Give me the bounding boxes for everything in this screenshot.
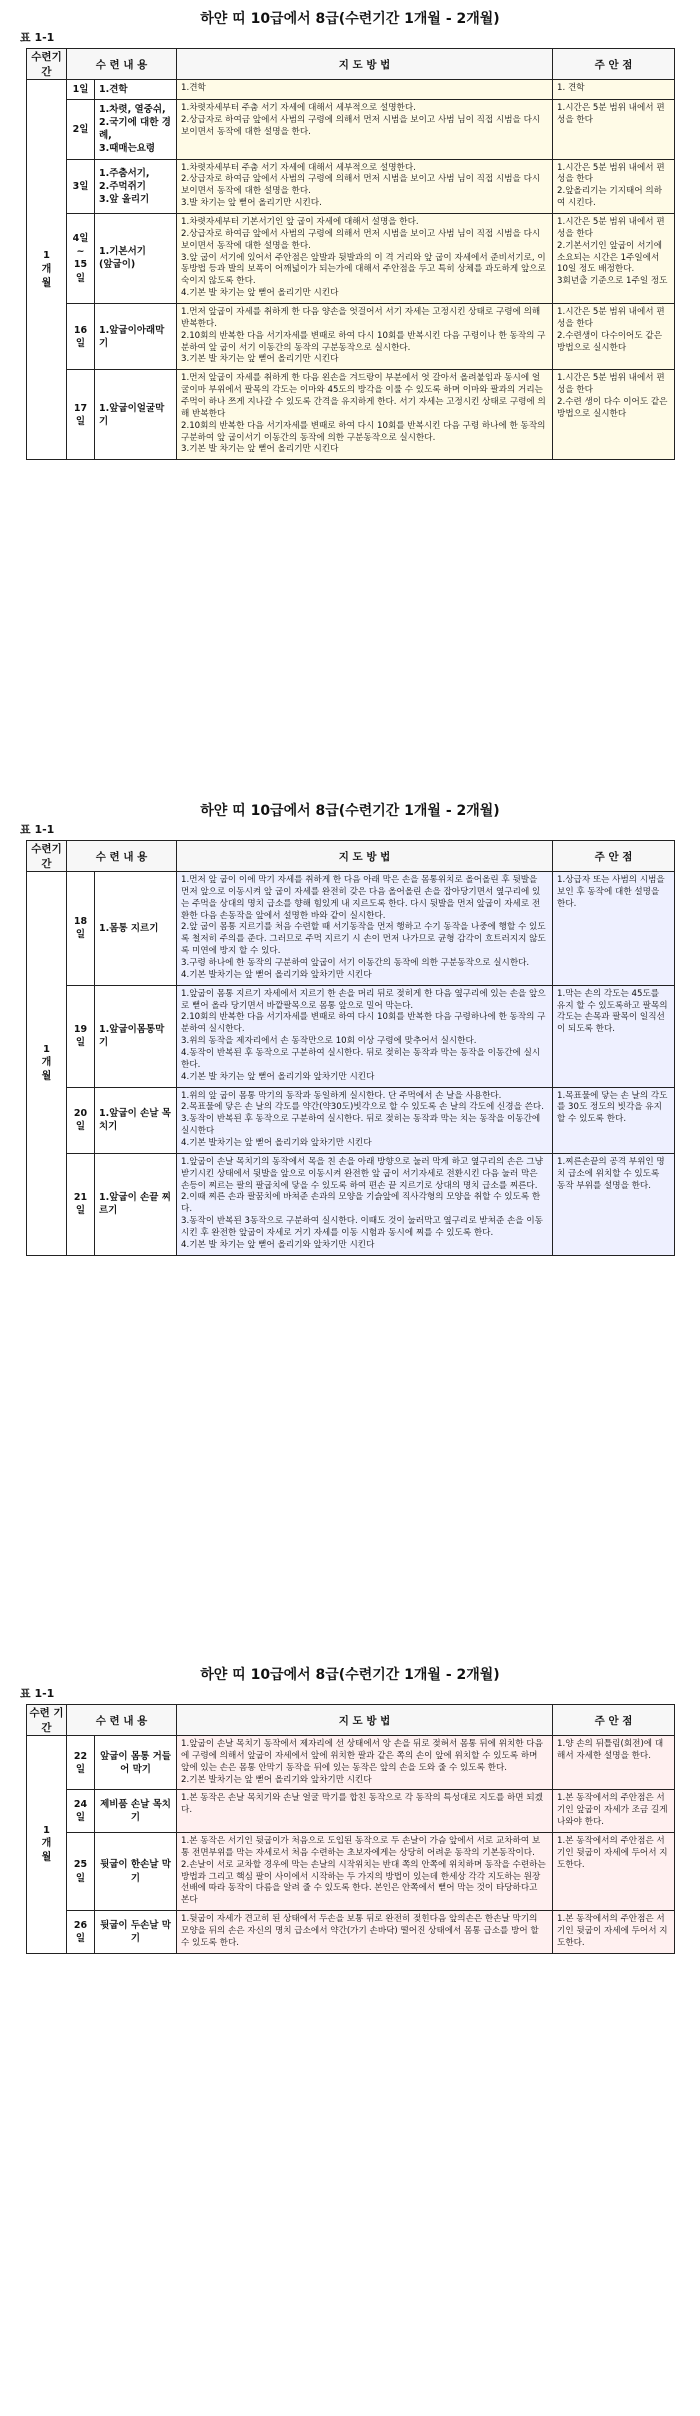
method-line: 2.상급자로 하여금 앞에서 사범의 구령에 의해서 먼저 시범을 보이고 사범 님이 직접 시범을 다시 보이면서 동작에 대한 설명을 한다. [181,174,541,197]
note-line: 1.시간은 5분 범위 내에서 편성을 한다 [557,307,665,329]
note-line: 3회년출 기준으로 1주일 정도 [557,276,668,287]
table-row [27,1087,675,1153]
method-cell [177,1911,553,1954]
curriculum-table-2 [26,840,675,1256]
note-cell [553,1833,675,1911]
note-line: 2.수련 생이 다수 이어도 같은 방법으로 실시한다 [557,397,668,419]
note-cell [553,159,675,213]
method-cell [177,1736,553,1790]
table-label: 표 1-1 [20,1687,55,1700]
method-line: 2.이때 찌른 손과 팔꿈치에 바쳐준 손과의 모양을 기슭앞에 직사각형의 모양을 취할 수 있도록 한다. [181,1192,541,1215]
note-cell [553,985,675,1087]
method-line: 1.먼저 앞굽이 자세를 취하게 한 다음 왼손을 겨드랑이 부분에서 엇 갈아서 올려붙임과 동시에 얼굴이마 부위에서 팔목의 각도는 이마와 45도의 방각을 이룰 수 있도록 하며 이마와 팔과의 거리는 주먹이 하나 쯔게 지나갈 수 있도록 간격을 유지하게 한다. 서기 자세는 고정시킨 상태로 구령에 의해 반복한다 [181,373,546,419]
note-cell [553,1911,675,1954]
note-cell [553,1790,675,1833]
method-cell [177,159,553,213]
table-row [27,80,675,100]
method-line: 2.10회의 반복한 다음 서기자세를 변때로 하여 다시 10회를 반복한 다음 구령하나에 한 동작의 구분하여 실시한다. [181,1012,546,1035]
method-cell [177,872,553,986]
header-period: 수련기간 [27,49,67,80]
header-note: 주 안 점 [553,49,675,80]
method-line: 3.위의 동작을 제자리에서 손 동작만으로 10회 이상 구령에 맞추어서 실시한다. [181,1036,477,1047]
content-cell: 뒷굽이 한손날 막기 [95,1833,177,1911]
table-row [27,985,675,1087]
method-line: 1.먼저 앞 굽이 이에 막기 자세를 취하게 한 다음 아래 막은 손을 몸통위치로 올어올린 후 뒷발을 먼저 앞으로 이동시켜 앞 굽이 자세를 완전히 갖은 다음 올어올린 손을 잡아당기면서 옆구리에 있는 주먹을 상대의 명치 급소를 향해 힘있게 내 지르도록 한다. 다시 뒷발을 먼저 앞굽이 자세로 전환한 다음 손동작을 앞에서 설명한 바와 같이 실시한다. [181,875,541,921]
method-cell [177,1833,553,1911]
period-cell: 1 개 월 [27,1736,67,1954]
note-line: 1. 견학 [557,83,585,93]
header-period: 수련기간 [27,841,67,872]
section-3 [20,1664,674,1954]
method-line: 1.차렷자세부터 주춤 서기 자세에 대해서 세부적으로 설명한다. [181,103,416,114]
method-cell [177,100,553,159]
section-1 [20,8,674,460]
note-line: 1.목표물에 닿는 손 날의 각도를 30도 정도의 빗각을 유지할 수 있도록 한다. [557,1090,668,1125]
method-cell [177,1087,553,1153]
content-cell: 1.앞굽이 손날 목치기 [95,1087,177,1153]
period-cell: 1 개 월 [27,80,67,460]
table-body [27,872,675,1256]
day-cell: 4일 ~ 15일 [67,213,95,303]
method-line: 1.본 동작은 서기인 뒷굽이가 처음으로 도입된 동작으로 두 손날이 가슴 앞에서 서로 교차하여 보통 전면부위를 막는 자세로서 처음 수련하는 초보자에게는 상당히 어려운 동작의 기본동작이다. [181,1836,541,1858]
method-line: 3.구령 하나에 한 동작의 구분하여 앞굽이 서기 이동간의 동작에 의한 구분동작으로 실시한다. [181,958,530,969]
table-row [27,1911,675,1954]
header-method: 지 도 방 법 [177,841,553,872]
section-title: 하얀 띠 10급에서 8급(수련기간 1개월 - 2개월) [200,1667,500,1683]
note-line: 1.시간은 5분 범위 내에서 편성을 한다 [557,103,665,125]
note-cell [553,1153,675,1255]
header-method: 지 도 방 법 [177,49,553,80]
day-cell: 2일 [67,100,95,159]
method-line: 3.기본 발 차기는 앞 뻗어 올리기만 시킨다 [181,354,339,365]
method-line: 4.기본 발차기는 앞 뻗어 올리기와 앞차기만 시킨다 [181,1138,372,1149]
day-cell: 20일 [67,1087,95,1153]
header-content: 수 련 내 용 [67,1705,177,1736]
method-line: 1.위의 앞 굽이 몸통 막기의 동작과 동일하게 실시한다. 단 주먹에서 손 날을 사용한다. [181,1090,502,1101]
method-cell [177,1153,553,1255]
method-cell [177,370,553,460]
table-row [27,213,675,303]
note-line: 1.본 동작에서의 주안점은 서기인 앞굽이 자세가 조금 길게 나와야 한다. [557,1793,668,1828]
content-cell: 1.앞굽이몸통막기 [95,985,177,1087]
table-row [27,304,675,370]
curriculum-table-3 [26,1704,675,1954]
header-method: 지 도 방 법 [177,1705,553,1736]
header-note: 주 안 점 [553,1705,675,1736]
period-cell: 1 개 월 [27,872,67,1256]
table-row [27,1833,675,1911]
method-cell [177,213,553,303]
note-cell [553,370,675,460]
table-label: 표 1-1 [20,823,55,836]
method-line: 2.상급자로 하여금 앞에서 사범의 구령에 의해서 먼저 시범을 보이고 사범 님이 직접 시범을 다시 보이면서 동작에 대한 설명을 한다. [181,228,541,251]
note-line: 2.앞올리기는 기지태어 의하여 시킨다. [557,186,662,209]
day-cell: 18일 [67,872,95,986]
method-cell [177,80,553,100]
table-row [27,159,675,213]
method-line: 4.기본 발 차기는 앞 뻗어 올리기와 앞차기만 시킨다 [181,1239,375,1250]
note-cell [553,1736,675,1790]
note-cell [553,100,675,159]
content-cell: 제비품 손날 목치기 [95,1790,177,1833]
content-cell: 1.주춤서기, 2.주먹쥐기 3.앞 올리기 [95,159,177,213]
method-line: 1.먼저 앞굽이 자세를 취하게 한 다음 양손을 엇걸어서 서기 자세는 고정시킨 상태로 구령에 의해 반복한다. [181,307,541,329]
content-cell: 1.앞굽이아래막기 [95,304,177,370]
day-cell: 21일 [67,1153,95,1255]
method-cell [177,304,553,370]
method-line: 2.기본 발차기는 앞 뻗어 올리기와 앞차기만 시킨다 [181,1774,372,1785]
method-line: 3.동작이 반복된 후 동작으로 구분하여 실시한다. 뒤로 젖히는 동작과 막는 치는 동작을 이동간에 실시한다 [181,1114,541,1137]
table-row [27,872,675,986]
content-cell: 1.기본서기 (앞굽이) [95,213,177,303]
table-row [27,100,675,159]
note-line: 1.본 동작에서의 주안점은 서기인 뒷굽이 자세에 두어서 지도한다. [557,1836,668,1870]
method-line: 3.기본 발 차기는 앞 뻗어 올리기만 시킨다 [181,444,339,455]
method-cell [177,985,553,1087]
header-row [27,49,675,80]
table-row [27,370,675,460]
header-content: 수 련 내 용 [67,49,177,80]
method-line: 4.기본 발차기는 앞 뻗어 올리기와 앞차기만 시킨다 [181,969,372,980]
method-line: 1.본 동작은 손날 목치기와 손날 얼굴 막기를 합친 동작으로 각 동작의 특성대로 지도를 하면 되겠다. [181,1793,543,1816]
method-line: 2.손날이 서로 교차할 경우에 막는 손날의 시작위치는 반대 쪽의 안쪽에 위치하며 동작을 수련하는 방법과 그리고 핵심 팔이 사이에서 시작하는 두 가지의 방법이 있는데 한세상 각각 지도하는 원장 선배에 따라 동작이 다름을 알려 줄 수 있도록 한다. 본인은 안쪽에서 뻗어 막는 것이 타당하다고 본다 [181,1859,546,1906]
method-line: 1.뒷굽이 자세가 견고히 된 상태에서 두손을 보통 뒤로 완전히 젖힌다음 앞의손은 한손날 막기의 모양을 뒤의 손은 자신의 명치 급소에서 약간(가기 손바닥) 떨어진 상태에서 몸통 급소를 방어 할 수 있도록 한다. [181,1914,539,1948]
content-cell: 1.앞굽이얼굴막기 [95,370,177,460]
day-cell: 22일 [67,1736,95,1790]
method-line: 4.동작이 반복된 후 동작으로 구분하여 실시한다. 뒤로 젖히는 동작과 막는 동작을 이동간에 실시한다. [181,1048,541,1070]
day-cell: 25일 [67,1833,95,1911]
section-title: 하얀 띠 10급에서 8급(수련기간 1개월 - 2개월) [200,11,500,27]
note-cell [553,80,675,100]
header-row [27,1705,675,1736]
day-cell: 3일 [67,159,95,213]
method-line: 1.앞굽이 손날 목치기 동작에서 제자리에 선 상태에서 앙 손을 뒤로 젖혀서 몸통 뒤에 위치한 다음에 구령에 의해서 앞굽이 자세에서 앞에 위치한 팔과 같은 쪽의 손이 앞에 위치할 수 있도록 하며 앞에 있는 손은 몸통 안막기 동작을 뒤에 있는 동작은 앞의 손을 도와 줄 수 있도록 한다. [181,1739,543,1773]
method-line: 2.앞 굽이 몸통 지르기를 처음 수련할 때 서기동작을 먼저 행하고 수기 동작을 나중에 행할 수 있도록 철저히 주의를 준다. 그러므로 주먹 지르기 시 손이 먼저 나가므로 균형 감각이 흐트러지지 않도록 미연에 방지 할 수 있다. [181,922,546,957]
section-title: 하얀 띠 10급에서 8급(수련기간 1개월 - 2개월) [200,803,500,819]
content-cell: 뒷굽이 두손날 막기 [95,1911,177,1954]
note-line: 1.막는 손의 각도는 45도를 유지 할 수 있도록하고 팔목의 각도는 손목과 팔목이 일직선이 되도록 한다. [557,988,668,1035]
header-content: 수 련 내 용 [67,841,177,872]
note-line: 1.찌른손끝의 공격 부위인 명치 급소에 위치할 수 있도록 동작 부위를 설명을 한다. [557,1156,665,1191]
method-line: 2.상급자로 하여금 앞에서 사범의 구령에 의해서 먼저 시범을 보이고 사범 님이 직접 시범을 다시 보이면서 동작에 대한 설명을 한다. [181,114,541,137]
header-period: 수련 기간 [27,1705,67,1736]
note-line: 1.양 손의 뒤틀림(회전)에 대해서 자세한 설명을 한다. [557,1739,664,1761]
note-line: 1.상급자 또는 사범의 시범을 보인 후 동작에 대한 설명을 한다. [557,875,665,909]
day-cell: 24일 [67,1790,95,1833]
curriculum-table-1 [26,48,675,460]
day-cell: 17일 [67,370,95,460]
content-cell: 1.몸통 지르기 [95,872,177,986]
section-2 [20,800,674,1256]
method-line: 2.10회의 반복한 다음 서기자세를 변때로 하여 다시 10회를 반복시킨 다음 구령이나 한 동작의 구분하여 앞 굽이 서기 이동간의 동작의 구분동작으로 실시한다. [181,330,546,353]
note-line: 2.수련생이 다수이어도 같은 방법으로 실시한다 [557,330,662,353]
method-line: 1.차렷자세부터 기본서기인 앞 굽이 자세에 대해서 설명을 한다. [181,216,419,227]
method-line: 3.동작이 반복된 3동작으로 구분하여 실시한다. 이때도 것이 눌러막고 옆구리로 받쳐준 손을 이동시킨 후 완전한 앞굽이 자세로 거기 자세를 이동 시험과 동시에 찌를 수 있도록 한다. [181,1216,543,1239]
note-cell [553,872,675,986]
content-cell: 1.차렷, 열중쉬, 2.국기에 대한 경례, 3.때매는요령 [95,100,177,159]
day-cell: 16일 [67,304,95,370]
method-line: 1.앞굽이 몸통 지르기 자세에서 지르기 한 손을 머리 뒤로 젖히게 한 다음 옆구리에 있는 손을 앞으로 뻗어 올라 당기면서 바깥팔목으로 몸통 앞으로 밀어 막는다. [181,988,546,1011]
content-cell: 앞굽이 몸통 거들어 막기 [95,1736,177,1790]
table-label: 표 1-1 [20,31,55,44]
header-note: 주 안 점 [553,841,675,872]
table-row [27,1790,675,1833]
method-line: 2.목표물에 닿은 손 날의 각도를 약간(약30도)빗각으로 할 수 있도록 손 날의 각도에 신경을 쓴다. [181,1102,544,1113]
table-row [27,1736,675,1790]
table-row [27,1153,675,1255]
method-line: 4.기본 발 차기는 앞 뻗어 올리기만 시킨다 [181,288,339,299]
content-cell: 1.앞굽이 손끝 찌르기 [95,1153,177,1255]
note-line: 2.기본서기인 앞굽이 서기에 소요되는 시간은 1주일에서 10일 정도 배정한다. [557,240,662,275]
note-cell [553,304,675,370]
note-line: 1.시간은 5분 범위 내에서 편성을 한다 [557,162,665,185]
table-body [27,1736,675,1954]
method-cell [177,1790,553,1833]
method-line: 3.앞 굽이 서기에 있어서 주안점은 앞발과 뒷발과의 이 격 거리와 앞 굽이 자세에서 준비서기로, 이동방법 등과 발의 보폭이 어깨넓이가 되는가에 대해서 주안점을 두고 특히 상체를 과도하게 앞으로 숙이지 않도록 한다. [181,252,546,287]
method-line: 1.차렷자세부터 주춤 서기 자세에 대해서 세부적으로 설명한다. [181,162,416,173]
table-body [27,80,675,460]
day-cell: 26일 [67,1911,95,1954]
method-line: 2.10회의 반복한 다음 서기자세를 변때로 하여 다시 10회를 반복시킨 다음 구령 하나에 한 동작의 구분하여 앞 굽이서기 이동간의 동작에 의한 구분동작으로 실시한다. [181,420,546,443]
note-line: 1.시간은 5분 범위 내에서 편성을 한다 [557,373,665,396]
note-cell [553,1087,675,1153]
note-cell [553,213,675,303]
method-line: 3.발 차기는 앞 뻗어 올리기만 시킨다. [181,198,322,209]
day-cell: 19일 [67,985,95,1087]
method-line: 1.견학 [181,83,206,93]
note-line: 1.시간은 5분 범위 내에서 편성을 한다 [557,216,665,239]
method-line: 4.기본 발 차기는 앞 뻗어 올리기와 앞차기만 시킨다 [181,1071,375,1082]
content-cell: 1.견학 [95,80,177,100]
note-line: 1.본 동작에서의 주안점은 서기인 뒷굽이 자세에 두어서 지도한다. [557,1914,668,1948]
header-row [27,841,675,872]
method-line: 1.앞굽이 손날 목치기의 동작에서 목을 친 손을 아래 방향으로 눌러 막게 하고 옆구리의 손은 그냥 받기시킨 상태에서 뒷발을 앞으로 이동시켜 완전한 앞 굽이 서기자세로 전환시킨 다음 눌러 막은 손등이 찌르는 팔의 팔굽치에 닿을 수 있도록 하여 편손 끝 지르기로 상대의 명치 급소를 찌른다. [181,1156,543,1191]
day-cell: 1일 [67,80,95,100]
